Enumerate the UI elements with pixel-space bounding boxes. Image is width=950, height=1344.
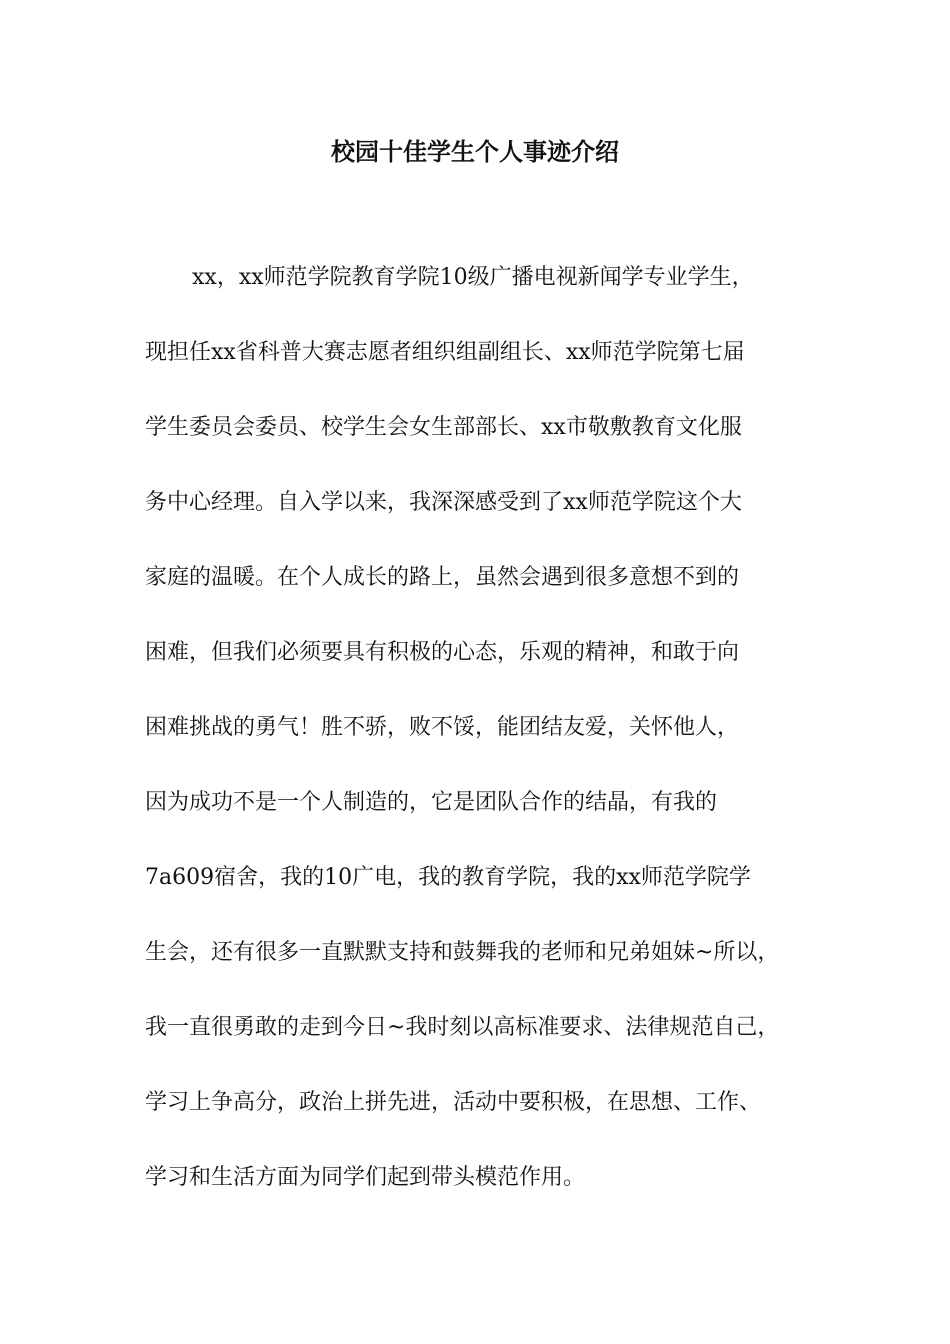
body-line: 务中心经理。自入学以来，我深深感受到了xx师范学院这个大 [145, 490, 742, 515]
body-line: 生会，还有很多一直默默支持和鼓舞我的老师和兄弟姐妹~所以， [145, 940, 780, 965]
body-line: 我一直很勇敢的走到今日~我时刻以高标准要求、法律规范自己， [145, 1015, 780, 1040]
body-line: 学习上争高分，政治上拼先进，活动中要积极，在思想、工作、 [145, 1090, 762, 1115]
body-line: xx，xx师范学院教育学院10级广播电视新闻学专业学生， [192, 265, 754, 290]
body-line: 学习和生活方面为同学们起到带头模范作用。 [145, 1165, 586, 1190]
body-line: 学生委员会委员、校学生会女生部部长、xx市敬敷教育文化服 [145, 415, 742, 440]
document-body [145, 264, 835, 1239]
body-line: 因为成功不是一个人制造的，它是团队合作的结晶，有我的 [145, 790, 718, 815]
body-line: 困难挑战的勇气！胜不骄，败不馁，能团结友爱，关怀他人， [145, 715, 740, 740]
body-line: 现担任xx省科普大赛志愿者组织组副组长、xx师范学院第七届 [145, 340, 745, 365]
body-line: 家庭的温暖。在个人成长的路上，虽然会遇到很多意想不到的 [145, 565, 740, 590]
body-line: 困难，但我们必须要具有积极的心态，乐观的精神，和敢于向 [145, 640, 740, 665]
body-line: 7a609宿舍，我的10广电，我的教育学院，我的xx师范学院学 [145, 865, 751, 890]
document-title: 校园十佳学生个人事迹介绍 [331, 138, 619, 166]
